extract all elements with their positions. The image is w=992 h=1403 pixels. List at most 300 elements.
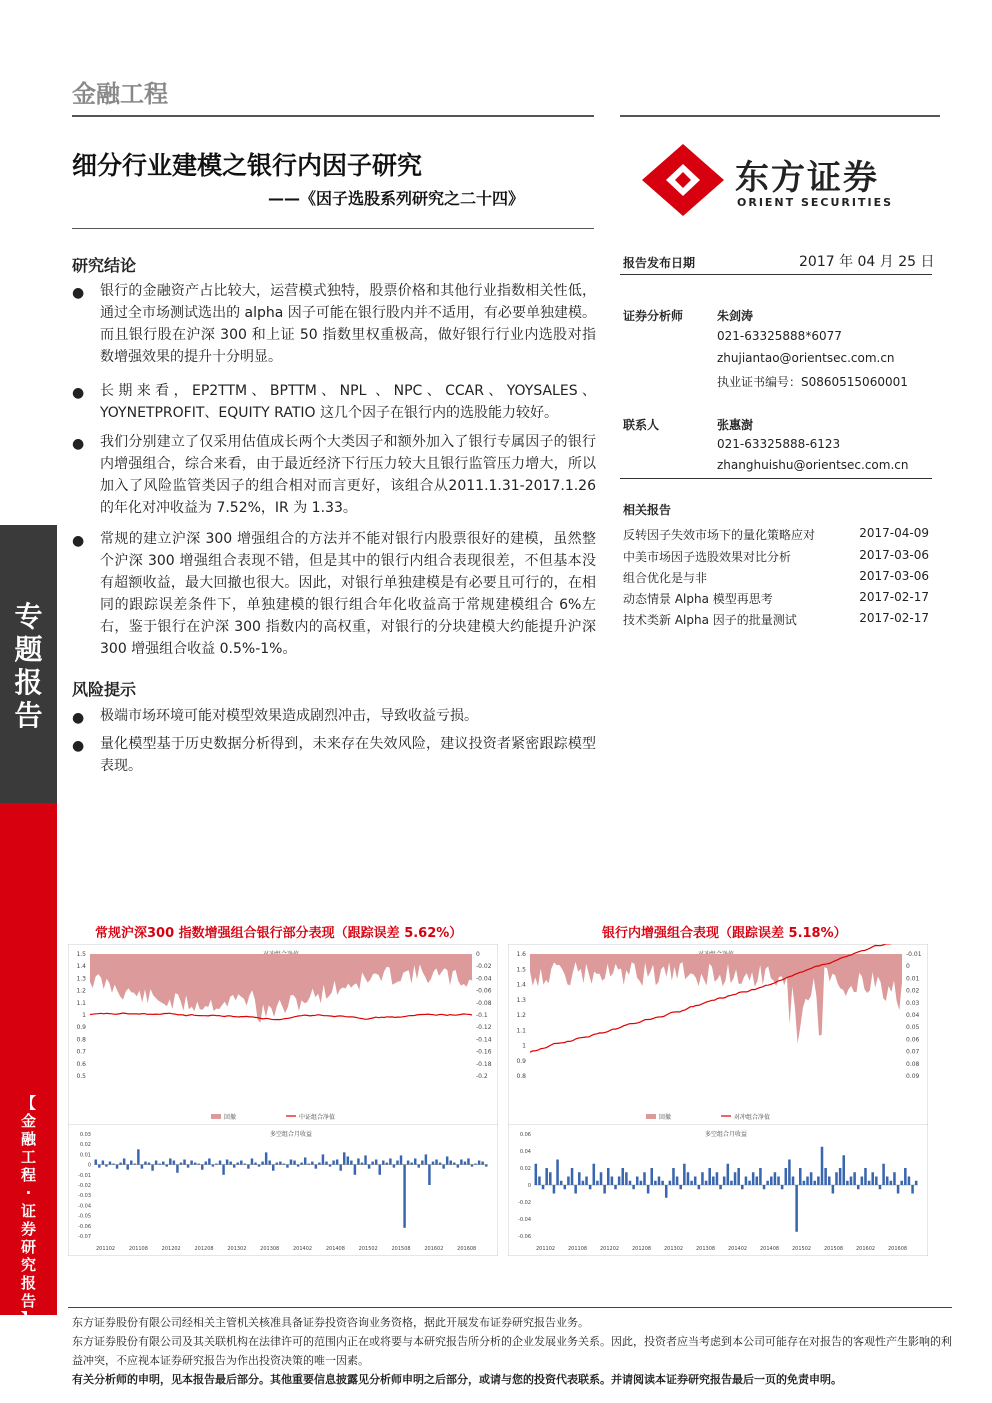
bar bbox=[173, 1161, 175, 1165]
bar bbox=[105, 1165, 107, 1167]
bar bbox=[478, 1161, 480, 1165]
bar bbox=[915, 1181, 918, 1185]
bar bbox=[464, 1162, 466, 1165]
y-tick-left: 1 bbox=[522, 1042, 526, 1050]
bar bbox=[205, 1162, 207, 1165]
bar bbox=[850, 1177, 853, 1186]
bar bbox=[453, 1163, 455, 1165]
bar bbox=[134, 1164, 136, 1165]
bar bbox=[560, 1181, 563, 1185]
y-tick: -0.05 bbox=[78, 1213, 91, 1220]
y-tick-left: 1.4 bbox=[76, 963, 86, 971]
bar bbox=[900, 1181, 903, 1185]
contact-phone: 021-63325888-6123 bbox=[717, 437, 841, 451]
bar bbox=[318, 1163, 320, 1165]
conclusion-heading: 研究结论 bbox=[72, 256, 137, 275]
y-tick: -0.04 bbox=[518, 1217, 531, 1223]
bar bbox=[647, 1185, 650, 1194]
bar bbox=[545, 1168, 548, 1185]
meta-rule bbox=[620, 478, 932, 479]
y-tick-right: -0.01 bbox=[906, 951, 922, 958]
right-nav-chart bbox=[508, 944, 928, 1126]
right-chart-title: 银行内增强组合表现（跟踪误差 5.18%） bbox=[602, 926, 847, 941]
bar bbox=[640, 1181, 643, 1185]
bar bbox=[553, 1185, 556, 1194]
bar bbox=[864, 1168, 867, 1185]
report-title: 细分行业建模之银行内因子研究 bbox=[72, 151, 423, 180]
bar bbox=[571, 1168, 574, 1185]
bar bbox=[737, 1168, 740, 1185]
bar bbox=[792, 1177, 795, 1186]
x-tick: 201202 bbox=[161, 1246, 181, 1252]
chart-caption: 多空组合月收益 bbox=[269, 1131, 313, 1138]
bar bbox=[382, 1161, 384, 1165]
side-band-label bbox=[0, 600, 57, 732]
y-tick: 0.01 bbox=[79, 1152, 91, 1159]
bar bbox=[828, 1177, 831, 1186]
bar bbox=[336, 1160, 338, 1165]
bar bbox=[286, 1165, 288, 1168]
bar bbox=[279, 1162, 281, 1165]
bar bbox=[162, 1162, 164, 1165]
bar bbox=[741, 1185, 744, 1189]
legend-label: 回撤 bbox=[224, 1114, 237, 1121]
bar bbox=[810, 1172, 813, 1185]
logo-cn-text: 东方证券 bbox=[735, 158, 879, 198]
bar bbox=[661, 1181, 664, 1185]
bar bbox=[219, 1161, 221, 1165]
bar bbox=[332, 1161, 334, 1165]
bar bbox=[485, 1165, 487, 1167]
bar bbox=[908, 1177, 911, 1186]
bar bbox=[141, 1165, 143, 1169]
x-tick: 201102 bbox=[536, 1246, 556, 1252]
bar bbox=[247, 1165, 249, 1169]
bar bbox=[389, 1158, 391, 1164]
bar bbox=[151, 1165, 153, 1171]
bar bbox=[766, 1181, 769, 1185]
side-band-char: 题 bbox=[14, 633, 43, 666]
bar bbox=[567, 1177, 570, 1186]
legend-label: 对冲组合净值 bbox=[734, 1114, 771, 1121]
side-band-char: 报 bbox=[20, 1274, 36, 1292]
bar bbox=[748, 1181, 751, 1185]
contact-email[interactable]: zhanghuishu@orientsec.com.cn bbox=[717, 458, 909, 472]
bar bbox=[625, 1172, 628, 1185]
bar bbox=[254, 1163, 256, 1165]
bar bbox=[375, 1160, 377, 1165]
bar bbox=[824, 1168, 827, 1185]
bar bbox=[719, 1185, 722, 1189]
bar bbox=[871, 1172, 874, 1185]
x-tick: 201302 bbox=[664, 1246, 684, 1252]
bar bbox=[261, 1162, 263, 1165]
x-tick: 201608 bbox=[457, 1246, 477, 1252]
chart-frame bbox=[68, 1124, 498, 1256]
bar bbox=[226, 1160, 228, 1165]
bar bbox=[618, 1177, 621, 1186]
bar bbox=[364, 1155, 366, 1164]
bar bbox=[698, 1185, 701, 1189]
y-tick-left: 0.7 bbox=[76, 1048, 86, 1056]
related-title: 动态情景 Alpha 模型再思考 bbox=[623, 592, 773, 606]
side-band-char: 【 bbox=[20, 1094, 36, 1112]
bar bbox=[460, 1160, 462, 1165]
bar bbox=[400, 1155, 402, 1164]
y-tick: -0.02 bbox=[518, 1200, 531, 1206]
related-item[interactable] bbox=[623, 569, 929, 591]
bar bbox=[347, 1156, 349, 1164]
y-tick-right: 0.08 bbox=[906, 1060, 920, 1068]
y-tick-left: 0.8 bbox=[516, 1073, 526, 1080]
bar bbox=[126, 1165, 128, 1170]
bar bbox=[621, 1168, 624, 1185]
bar bbox=[428, 1165, 430, 1185]
bar bbox=[806, 1177, 809, 1186]
bar bbox=[137, 1149, 139, 1164]
related-date: 2017-02-17 bbox=[859, 611, 929, 625]
bar bbox=[734, 1172, 737, 1185]
bar bbox=[439, 1163, 441, 1165]
y-tick: -0.06 bbox=[78, 1223, 91, 1230]
chart-frame bbox=[508, 1124, 928, 1256]
bar bbox=[596, 1181, 599, 1185]
x-tick: 201308 bbox=[260, 1246, 280, 1252]
y-tick-left: 1.2 bbox=[76, 987, 86, 995]
related-item[interactable] bbox=[623, 590, 929, 612]
bar bbox=[643, 1172, 646, 1185]
bar bbox=[176, 1165, 178, 1173]
y-tick-right: -0.04 bbox=[476, 975, 492, 983]
bar bbox=[474, 1164, 476, 1165]
contact-label: 联系人 bbox=[623, 418, 660, 432]
contact-name: 张惠澍 bbox=[717, 418, 754, 432]
bar bbox=[752, 1172, 755, 1185]
footer-line-3: 有关分析师的申明，见本报告最后部分。其他重要信息披露见分析师申明之后部分，或请与您的投资代表联系。并请阅读本证券研究报告最后一页的免责申明。 bbox=[72, 1373, 842, 1386]
bar bbox=[403, 1165, 405, 1228]
bar bbox=[574, 1185, 577, 1194]
bar bbox=[410, 1163, 412, 1165]
bar bbox=[361, 1163, 363, 1165]
bar bbox=[839, 1168, 842, 1185]
bar bbox=[759, 1168, 762, 1185]
bar bbox=[425, 1154, 427, 1164]
y-tick: -0.04 bbox=[78, 1203, 91, 1210]
bar bbox=[233, 1165, 235, 1168]
related-date: 2017-03-06 bbox=[859, 569, 929, 583]
bar bbox=[875, 1177, 878, 1186]
related-date: 2017-03-06 bbox=[859, 548, 929, 562]
bar bbox=[600, 1172, 603, 1185]
bar bbox=[893, 1172, 896, 1185]
bar bbox=[297, 1165, 299, 1167]
bar bbox=[589, 1185, 592, 1189]
y-tick-right: 0 bbox=[906, 963, 910, 971]
side-band-bottom-label bbox=[0, 1094, 57, 1328]
bar bbox=[669, 1181, 672, 1185]
y-tick-right: -0.02 bbox=[476, 963, 492, 971]
bar bbox=[265, 1152, 267, 1164]
side-band-char: 专 bbox=[14, 600, 43, 633]
side-band-char: · bbox=[25, 1184, 32, 1202]
bar bbox=[882, 1164, 885, 1185]
related-item[interactable] bbox=[623, 526, 929, 548]
bullet-dot: ● bbox=[72, 385, 85, 401]
bar bbox=[229, 1162, 231, 1165]
related-item[interactable] bbox=[623, 548, 929, 570]
bar bbox=[799, 1168, 802, 1185]
title-rule bbox=[72, 228, 594, 229]
side-band-char: 券 bbox=[20, 1220, 36, 1238]
bar bbox=[683, 1164, 686, 1185]
y-tick-right: 0.03 bbox=[906, 999, 920, 1007]
bar bbox=[293, 1161, 295, 1165]
y-tick: -0.02 bbox=[78, 1183, 91, 1189]
x-tick: 201608 bbox=[888, 1246, 908, 1252]
bar bbox=[123, 1158, 125, 1164]
conclusion-bullet-2: 长期来看，EP2TTM、BPTTM、NPL 、NPC、CCAR、YOYSALES、YOYNETPROFIT、EQUITY RATIO 这几个因子在银行内的选股能力较好。 bbox=[100, 383, 596, 421]
bar bbox=[861, 1177, 864, 1186]
risk-bullet-2: 量化模型基于历史数据分析得到，未来存在失效风险，建议投资者紧密跟踪模型表现。 bbox=[100, 736, 596, 774]
bar bbox=[112, 1164, 114, 1165]
x-tick: 201502 bbox=[792, 1246, 812, 1252]
x-tick: 201302 bbox=[227, 1246, 247, 1252]
bar bbox=[311, 1162, 313, 1165]
x-tick: 201108 bbox=[568, 1246, 588, 1252]
bar bbox=[712, 1177, 715, 1186]
side-band-char: 工 bbox=[20, 1148, 36, 1166]
header-rule-right bbox=[620, 115, 940, 117]
y-tick-left: 0.8 bbox=[76, 1036, 86, 1044]
bar bbox=[432, 1162, 434, 1165]
y-tick-right: -0.06 bbox=[476, 987, 492, 995]
legend-label: 回撤 bbox=[659, 1114, 672, 1121]
x-tick: 201508 bbox=[824, 1246, 844, 1252]
footer-rule bbox=[68, 1307, 952, 1308]
bar bbox=[716, 1172, 719, 1185]
bar bbox=[846, 1181, 849, 1185]
y-tick-right: 0 bbox=[476, 951, 480, 958]
y-tick-left: 0.6 bbox=[76, 1060, 86, 1068]
bar bbox=[258, 1165, 260, 1167]
bar bbox=[148, 1163, 150, 1165]
bar bbox=[853, 1172, 856, 1185]
bar bbox=[868, 1181, 871, 1185]
risk-bullet-1: 极端市场环境可能对模型效果造成剧烈冲击，导致收益亏损。 bbox=[100, 708, 478, 724]
y-tick: 0.02 bbox=[519, 1166, 531, 1172]
y-tick-right: 0.09 bbox=[906, 1073, 920, 1080]
bar bbox=[632, 1185, 635, 1189]
x-tick: 201402 bbox=[293, 1246, 313, 1252]
bar bbox=[435, 1160, 437, 1165]
bar bbox=[705, 1181, 708, 1185]
bar bbox=[329, 1165, 331, 1167]
x-tick: 201408 bbox=[325, 1246, 345, 1252]
bar bbox=[98, 1165, 100, 1168]
related-date: 2017-04-09 bbox=[859, 526, 929, 540]
y-tick-left: 1.6 bbox=[516, 951, 526, 958]
bar bbox=[636, 1177, 639, 1186]
related-item[interactable] bbox=[623, 611, 929, 633]
conclusion-bullet-4: 常规的建立沪深 300 增强组合的方法并不能对银行内股票很好的建模，虽然整个沪深 300 增强组合表现不错，但是其中的银行内组合表现很差，不但基本没有超额收益，最大回撤也很大。因此，对银行单独建模是有必要且可行的，在相同的跟踪误差条件下，单独建模的银行组合年化收益高于常规建模组合 6%左右，鉴于银行在沪深 300 指数内的高权重，对银行的分块建模大约能提升沪深 300 增强组合收益 0.5%-1%。 bbox=[100, 531, 596, 657]
analyst-email[interactable]: zhujiantao@orientsec.com.cn bbox=[717, 351, 895, 365]
bar bbox=[708, 1168, 711, 1185]
bar bbox=[593, 1164, 596, 1185]
bar bbox=[774, 1172, 777, 1185]
side-band-char: 告 bbox=[20, 1292, 36, 1310]
bar bbox=[879, 1185, 882, 1189]
bar bbox=[350, 1161, 352, 1165]
bar bbox=[603, 1185, 606, 1194]
bar bbox=[679, 1185, 682, 1189]
legend-label: 中证组合净值 bbox=[299, 1114, 336, 1121]
related-title: 技术类新 Alpha 因子的批量测试 bbox=[623, 613, 797, 627]
date-label: 报告发布日期 bbox=[623, 256, 696, 270]
bar bbox=[357, 1158, 359, 1164]
y-tick: -0.07 bbox=[78, 1234, 91, 1240]
bar bbox=[449, 1161, 451, 1165]
x-tick: 201408 bbox=[760, 1246, 780, 1252]
bar bbox=[144, 1162, 146, 1165]
bar bbox=[665, 1185, 668, 1198]
y-tick-right: -0.16 bbox=[476, 1048, 492, 1056]
bar bbox=[308, 1164, 310, 1165]
bar bbox=[890, 1181, 893, 1185]
right-bar-chart bbox=[508, 1124, 928, 1256]
side-band-char: 研 bbox=[20, 1238, 36, 1256]
bar bbox=[180, 1163, 182, 1165]
bar bbox=[821, 1147, 824, 1185]
bar bbox=[481, 1162, 483, 1165]
bar bbox=[564, 1185, 567, 1189]
bar bbox=[723, 1177, 726, 1186]
bar bbox=[835, 1172, 838, 1185]
bar bbox=[343, 1152, 345, 1164]
bar bbox=[690, 1181, 693, 1185]
bar bbox=[763, 1185, 766, 1189]
y-tick-right: 0.04 bbox=[906, 1012, 920, 1019]
bar bbox=[119, 1163, 121, 1165]
bar bbox=[102, 1161, 104, 1165]
y-tick-right: -0.2 bbox=[476, 1073, 488, 1080]
bar bbox=[672, 1168, 675, 1185]
side-band-char: 证 bbox=[20, 1202, 36, 1220]
conclusion-bullet-3: 我们分别建立了仅采用估值成长两个大类因子和额外加入了银行专属因子的银行内增强组合，综合来看，由于最近经济下行压力较大且银行监管压力增大，所以加入了风险监管类因子的组合相对而言更好，该组合从2011.1.31-2017.1.26 的年化对冲收益为 7.52%，IR 为 1.33。 bbox=[100, 434, 596, 516]
y-tick-left: 1.2 bbox=[516, 1012, 526, 1019]
y-tick-left: 1.5 bbox=[516, 966, 526, 974]
y-tick: 0.02 bbox=[79, 1142, 91, 1149]
bar bbox=[467, 1158, 469, 1164]
bar bbox=[535, 1164, 538, 1185]
analyst-phone: 021-63325888*6077 bbox=[717, 329, 842, 343]
bar bbox=[585, 1177, 588, 1186]
bar bbox=[322, 1154, 324, 1164]
bar bbox=[414, 1158, 416, 1164]
bar bbox=[190, 1161, 192, 1165]
bar bbox=[371, 1162, 373, 1165]
bar bbox=[183, 1160, 185, 1165]
y-tick-left: 1.3 bbox=[76, 975, 86, 983]
bar bbox=[197, 1164, 199, 1165]
bar bbox=[166, 1165, 168, 1167]
y-tick: 0.06 bbox=[519, 1132, 531, 1138]
bar bbox=[777, 1177, 780, 1186]
bar bbox=[446, 1156, 448, 1164]
related-date: 2017-02-17 bbox=[859, 590, 929, 604]
side-band-char: 程 bbox=[20, 1166, 36, 1184]
analyst-label: 证券分析师 bbox=[623, 309, 684, 323]
bar bbox=[886, 1177, 889, 1186]
date-rule bbox=[620, 274, 932, 275]
bar bbox=[155, 1161, 157, 1165]
x-tick: 201508 bbox=[391, 1246, 411, 1252]
bar bbox=[201, 1165, 203, 1170]
bar bbox=[471, 1165, 473, 1167]
footer-line-1: 东方证券股份有限公司经相关主管机关核准具备证券投资咨询业务资格，据此开展发布证券研究报告业务。 bbox=[72, 1316, 589, 1329]
y-tick-right: -0.18 bbox=[476, 1060, 492, 1068]
y-tick: 0 bbox=[527, 1183, 531, 1189]
y-tick-right: 0.05 bbox=[906, 1024, 920, 1032]
bar bbox=[339, 1165, 341, 1171]
bar bbox=[268, 1161, 270, 1165]
legend-swatch-drawdown bbox=[211, 1114, 221, 1119]
y-tick-right: 0.01 bbox=[906, 975, 920, 983]
bar bbox=[756, 1177, 759, 1186]
y-tick: 0.03 bbox=[79, 1132, 91, 1138]
bar bbox=[611, 1177, 614, 1186]
bar bbox=[158, 1164, 160, 1165]
bar bbox=[694, 1177, 697, 1186]
x-tick: 201602 bbox=[856, 1246, 876, 1252]
risk-heading: 风险提示 bbox=[72, 680, 137, 699]
bar bbox=[650, 1168, 653, 1185]
footer-line-2: 东方证券股份有限公司及其关联机构在法律许可的范围内正在或将要与本研究报告所分析的企业发展业务关系。因此，投资者应当考虑到本公司可能存在对报告的客观性产生影响的利益冲突，不应视本证券研究报告为作出投资决策的唯一因素。 bbox=[72, 1335, 952, 1367]
x-tick: 201202 bbox=[600, 1246, 620, 1252]
x-tick: 201308 bbox=[696, 1246, 716, 1252]
y-tick: -0.03 bbox=[78, 1193, 91, 1200]
bullet-dot: ● bbox=[72, 738, 85, 754]
bar bbox=[418, 1165, 420, 1168]
x-tick: 201602 bbox=[424, 1246, 444, 1252]
bar bbox=[658, 1177, 661, 1186]
y-tick-left: 1.1 bbox=[76, 999, 86, 1007]
bar bbox=[300, 1163, 302, 1165]
bullet-dot: ● bbox=[72, 710, 85, 726]
bar bbox=[904, 1168, 907, 1185]
bar bbox=[130, 1161, 132, 1165]
bar bbox=[421, 1161, 423, 1165]
bar bbox=[457, 1165, 459, 1168]
bar bbox=[442, 1165, 444, 1169]
bar bbox=[379, 1165, 381, 1175]
y-tick-left: 0.9 bbox=[516, 1057, 526, 1065]
orient-logo-icon bbox=[640, 142, 726, 218]
bar bbox=[549, 1172, 552, 1185]
bar bbox=[244, 1164, 246, 1165]
bar bbox=[842, 1155, 845, 1185]
bar bbox=[194, 1163, 196, 1165]
side-band-char: 报 bbox=[14, 666, 43, 699]
bar bbox=[813, 1181, 816, 1185]
side-band-char: 金 bbox=[20, 1112, 36, 1130]
bar bbox=[582, 1181, 585, 1185]
bar bbox=[208, 1158, 210, 1164]
side-band-char: 融 bbox=[20, 1130, 36, 1148]
bar bbox=[795, 1185, 798, 1232]
bar bbox=[407, 1161, 409, 1165]
bar bbox=[393, 1165, 395, 1168]
y-tick: 0 bbox=[87, 1162, 91, 1169]
